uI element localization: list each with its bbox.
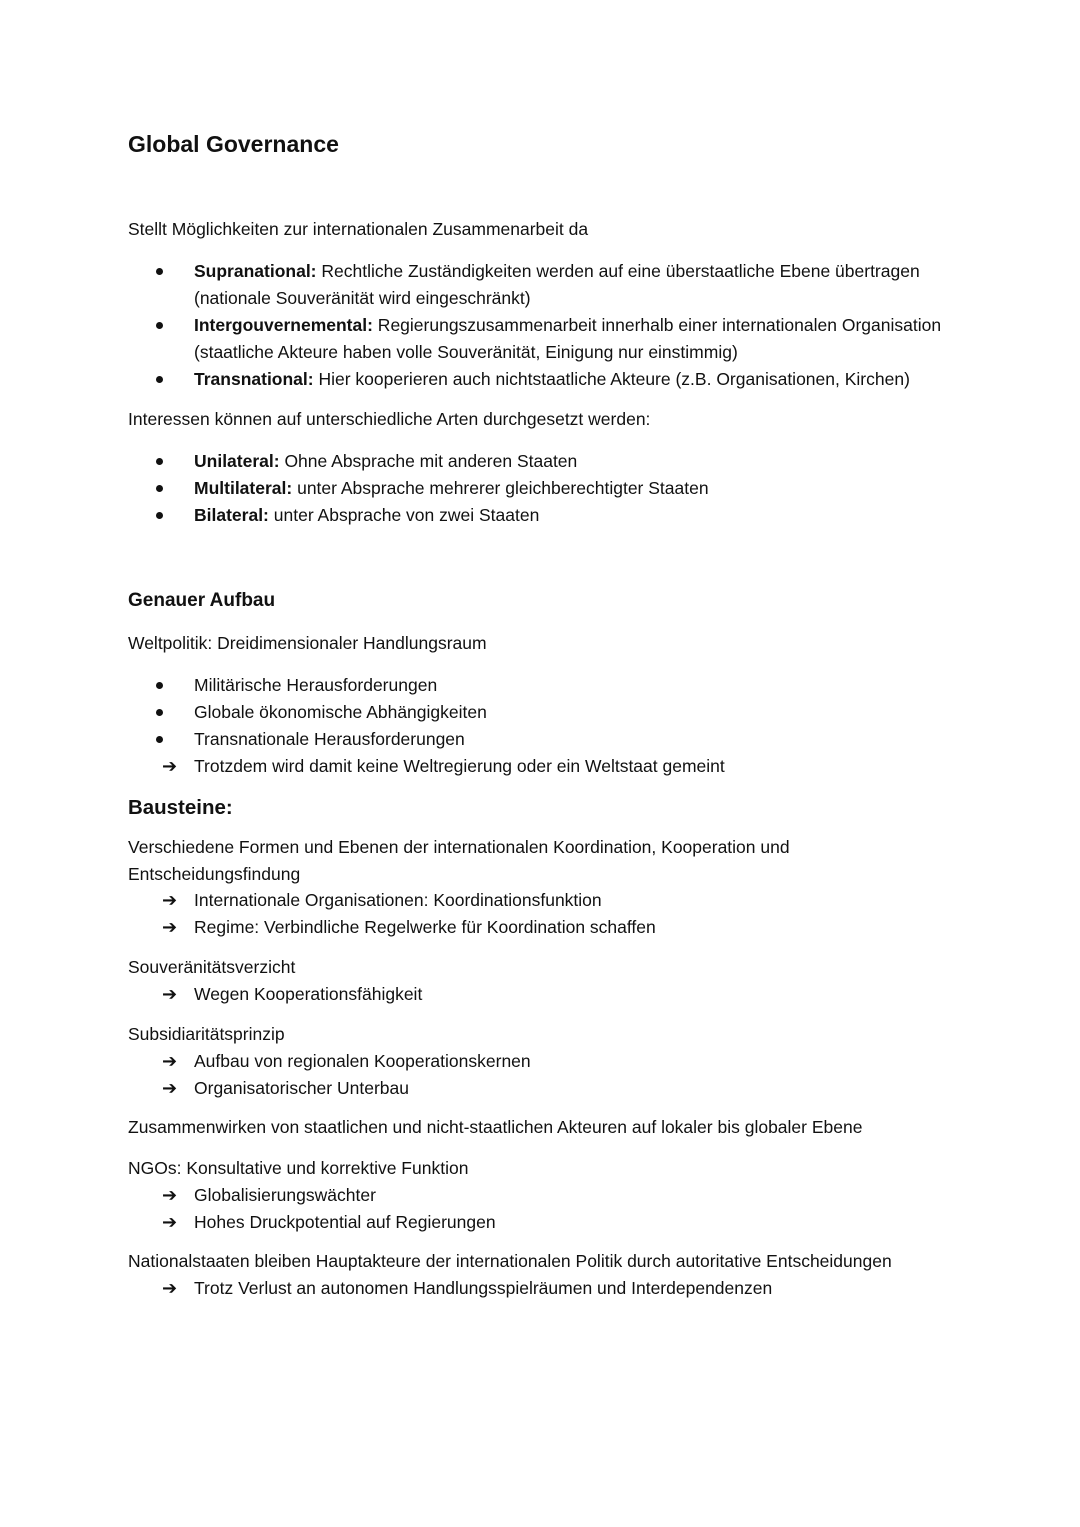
list-item: ➔ Internationale Organisationen: Koordinationsfunktion [128,887,978,914]
subsection-heading: Bausteine: [128,796,233,819]
section-heading: Genauer Aufbau [128,590,276,611]
bullet-icon [156,322,163,329]
nationalstaaten-block [128,1248,988,1302]
interests-list [128,448,978,529]
arrow-icon: ➔ [162,1212,178,1232]
list-item: Globale ökonomische Abhängigkeiten [128,699,978,726]
list-item: ➔ Trotzdem wird damit keine Weltregierung oder ein Weltstaat gemeint [128,753,978,780]
zusammenwirken-block [128,1114,978,1141]
list-item: ➔ Regime: Verbindliche Regelwerke für Koordination schaffen [128,914,978,941]
list-item: ➔ Wegen Kooperationsfähigkeit [128,981,978,1008]
souveraenitaet-list [128,981,978,1008]
list-item: ➔ Trotz Verlust an autonomen Handlungsspielräumen und Interdependenzen [128,1275,988,1302]
bullet-icon [156,512,163,519]
intro-section [128,216,978,243]
formen-text: Verschiedene Formen und Ebenen der internationalen Koordination, Kooperation und Entscheidungsfindung [128,837,790,884]
list-item: Multilateral: unter Absprache mehrerer gleichberechtigter Staaten [128,475,978,502]
aufbau-list [128,672,978,780]
bullet-icon [156,268,163,275]
intro-text: Stellt Möglichkeiten zur internationalen Zusammenarbeit da [128,219,589,239]
bullet-icon [156,736,163,743]
aufbau-text: Weltpolitik: Dreidimensionaler Handlungsraum [128,633,487,653]
bullet-icon [156,485,163,492]
list-item: ➔ Organisatorischer Unterbau [128,1075,978,1102]
arrow-icon: ➔ [162,756,178,776]
list-item: ➔ Globalisierungswächter [128,1182,978,1209]
subsidiaritaet-list [128,1048,978,1102]
ngos-list [128,1182,978,1236]
aufbau-text-block [128,630,978,657]
interests-section [128,406,978,433]
document-title: Global Governance [128,131,339,157]
formen-arrows [128,887,978,941]
aufbau-heading-block [128,587,978,614]
arrow-icon: ➔ [162,917,178,937]
cooperation-list [128,258,978,393]
subsidiaritaet-block [128,1021,978,1102]
nationalstaaten-text: Nationalstaaten bleiben Hauptakteure der internationalen Politik durch autoritative Entscheidungen [128,1251,892,1271]
arrow-icon: ➔ [162,890,178,910]
list-item: Militärische Herausforderungen [128,672,978,699]
bullet-icon [156,682,163,689]
arrow-icon: ➔ [162,1278,178,1298]
list-item: Supranational: Rechtliche Zuständigkeiten werden auf eine überstaatliche Ebene übertragen (nationale Souveränität wird eingeschränkt) [128,258,978,312]
aufbau-items [128,672,978,780]
bausteine-heading-block [128,794,978,821]
arrow-icon: ➔ [162,1078,178,1098]
list-item: ➔ Hohes Druckpotential auf Regierungen [128,1209,978,1236]
list-item: Transnationale Herausforderungen [128,726,978,753]
souveraenitaet-text: Souveränitätsverzicht [128,957,296,977]
arrow-icon: ➔ [162,1185,178,1205]
interests-types [128,448,978,529]
arrow-icon: ➔ [162,1051,178,1071]
list-item: Intergouvernemental: Regierungszusammenarbeit innerhalb einer internationalen Organisation (staatliche Akteure haben volle Souveränität, Einigung nur einstimmig) [128,312,978,366]
bullet-icon [156,376,163,383]
formen-block [128,834,848,888]
list-item: ➔ Aufbau von regionalen Kooperationskernen [128,1048,978,1075]
cooperation-types [128,258,978,393]
souveraenitaet-block [128,954,978,1008]
ngos-block [128,1155,978,1236]
list-item: Bilateral: unter Absprache von zwei Staaten [128,502,978,529]
formen-list [128,887,978,941]
ngos-text: NGOs: Konsultative und korrektive Funktion [128,1158,469,1178]
arrow-icon: ➔ [162,984,178,1004]
list-item: Transnational: Hier kooperieren auch nichtstaatliche Akteure (z.B. Organisationen, Kirchen) [128,366,978,393]
subsidiaritaet-text: Subsidiaritätsprinzip [128,1024,285,1044]
nationalstaaten-list [128,1275,988,1302]
bullet-icon [156,458,163,465]
bullet-icon [156,709,163,716]
zusammenwirken-text: Zusammenwirken von staatlichen und nicht-staatlichen Akteuren auf lokaler bis globaler Ebene [128,1117,863,1137]
list-item: Unilateral: Ohne Absprache mit anderen Staaten [128,448,978,475]
interests-text: Interessen können auf unterschiedliche Arten durchgesetzt werden: [128,409,651,429]
